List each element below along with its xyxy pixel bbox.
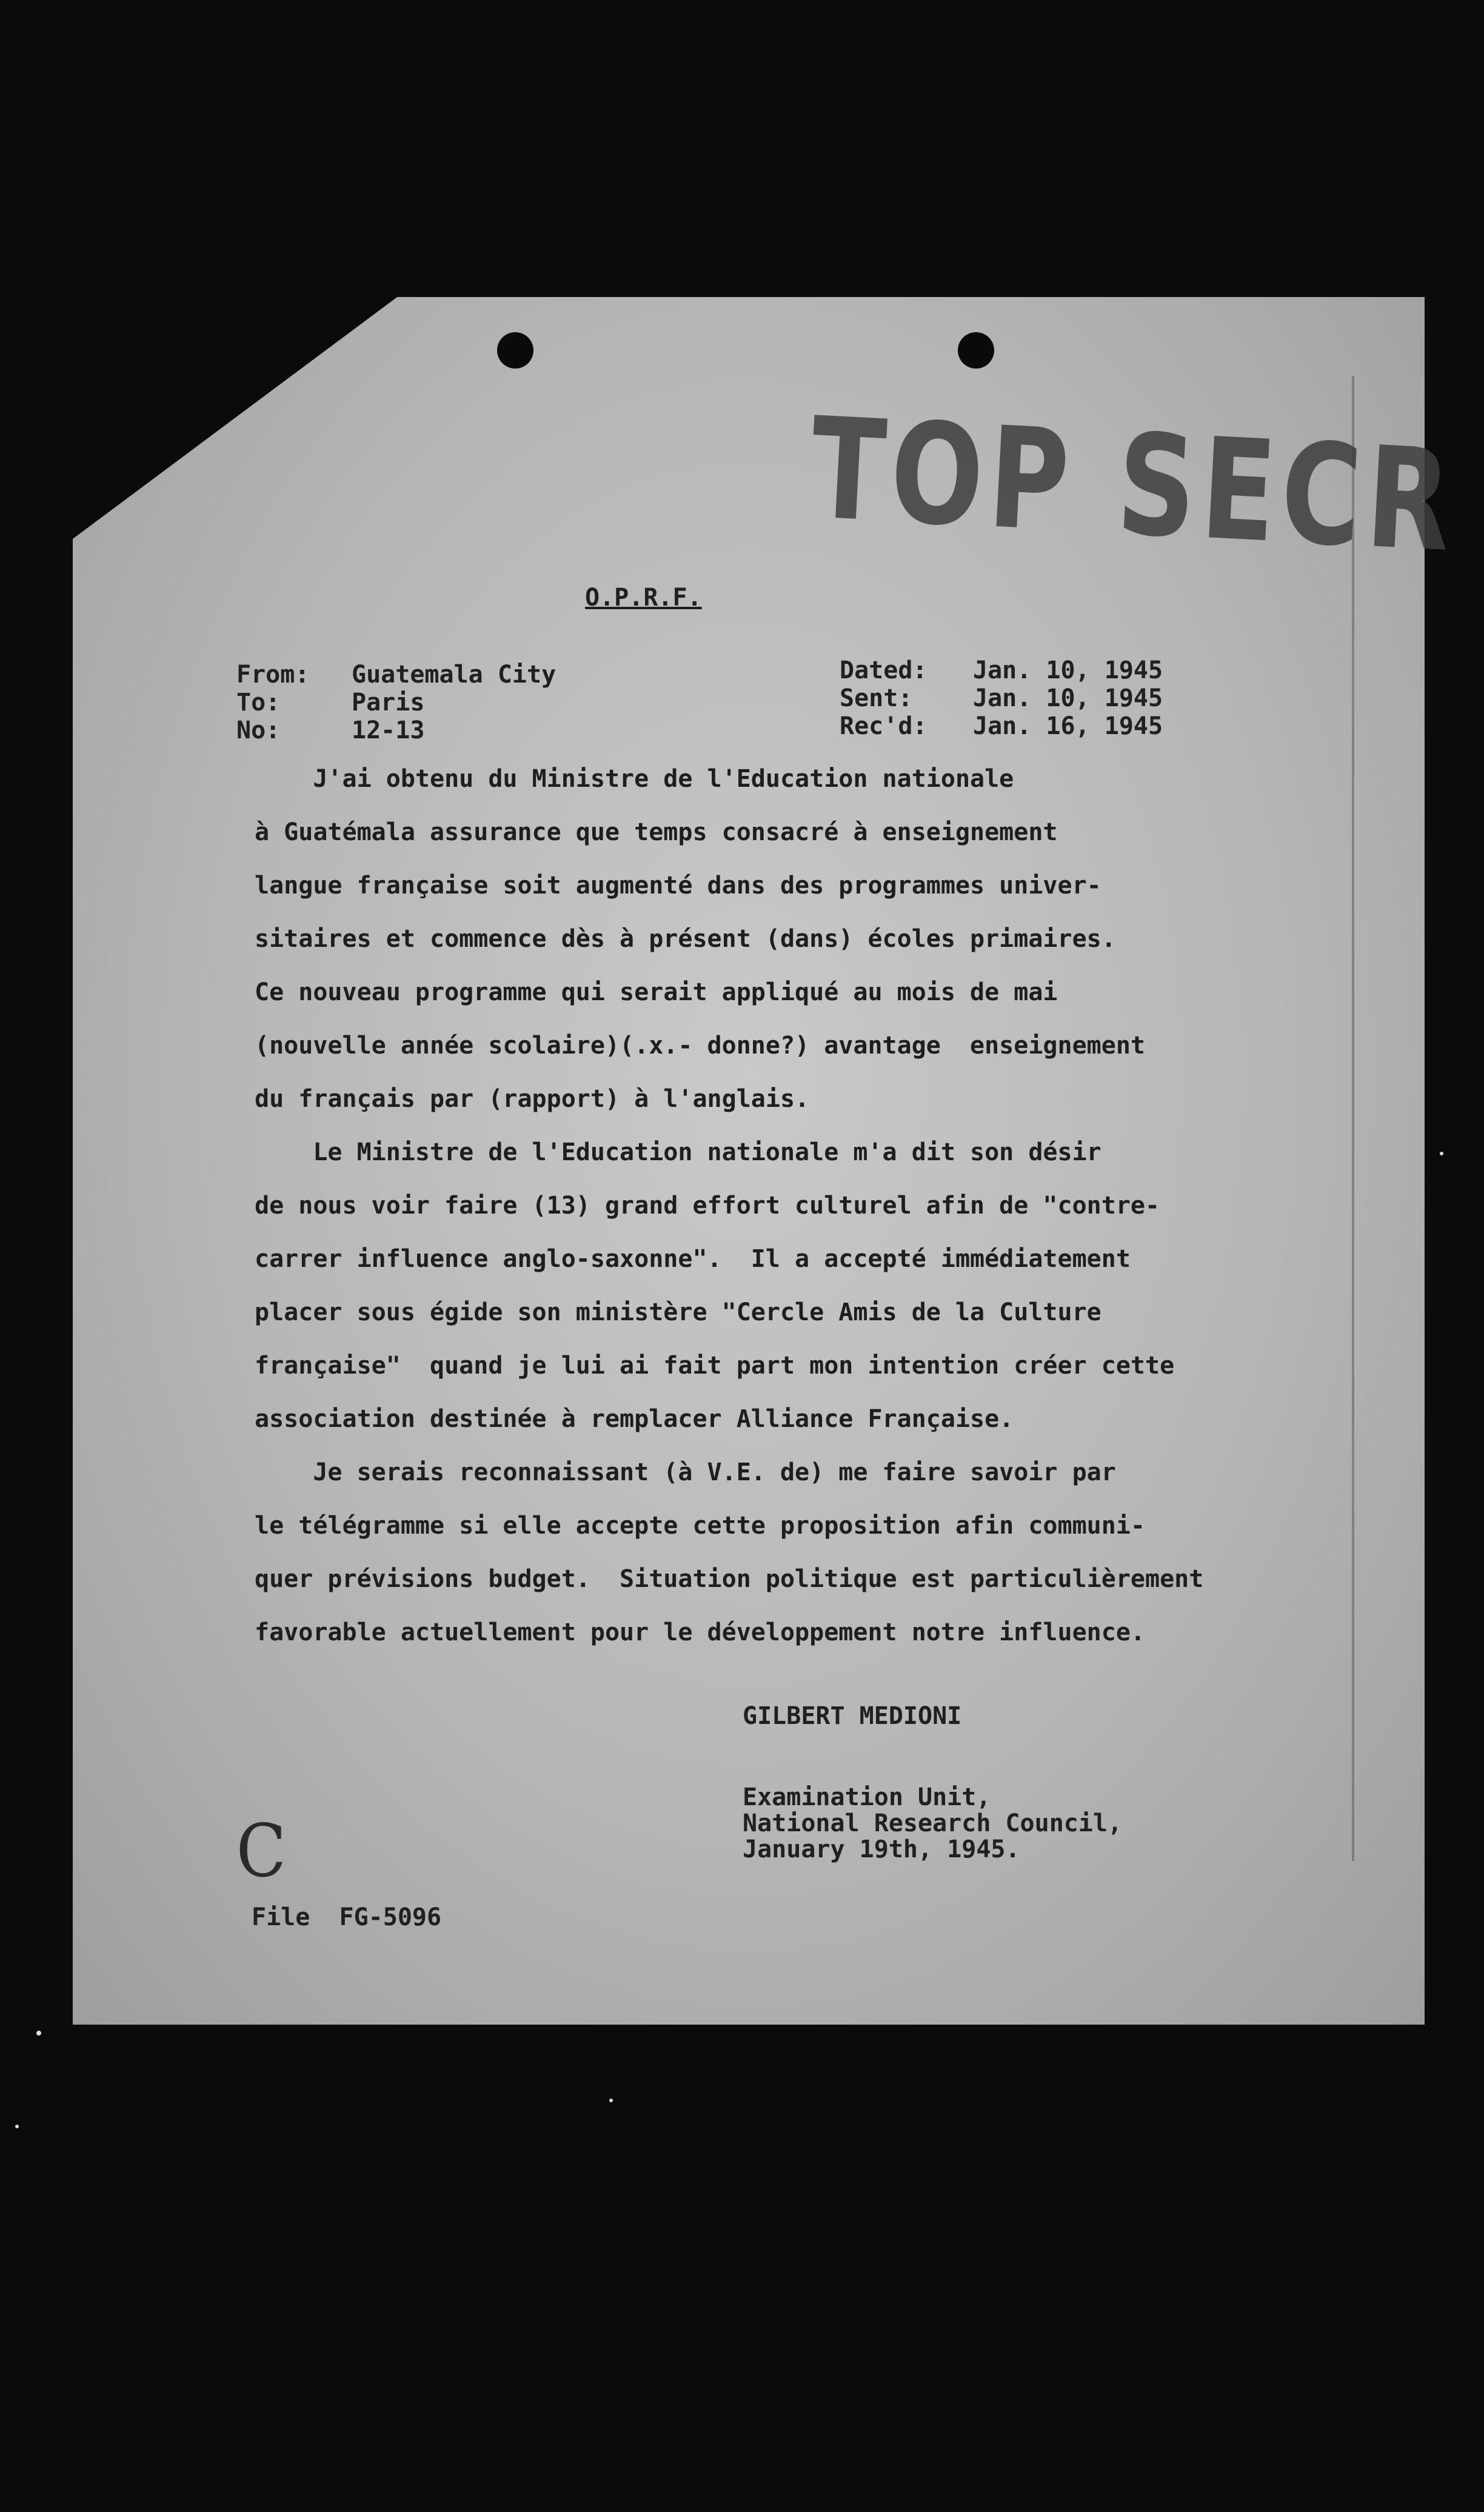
from-value: Guatemala City (352, 661, 556, 689)
body-line: le télégramme si elle accepte cette proposition afin communi- (255, 1512, 1146, 1540)
from-label: From: (236, 661, 310, 689)
page-edge-line (1352, 376, 1354, 1861)
body-line: langue française soit augmenté dans des programmes univer- (255, 872, 1101, 900)
footer-unit: Examination Unit, (743, 1783, 991, 1811)
file-reference: File FG-5096 (252, 1903, 442, 1931)
body-line: placer sous égide son ministère "Cercle Amis de la Culture (255, 1298, 1101, 1326)
body-line: française" quand je lui ai fait part mon intention créer cette (255, 1352, 1175, 1380)
body-line: sitaires et commence dès à présent (dans) écoles primaires. (255, 925, 1116, 953)
film-speck (1440, 1152, 1443, 1155)
body-line: favorable actuellement pour le développement notre influence. (255, 1618, 1146, 1646)
signature: GILBERT MEDIONI (743, 1702, 962, 1730)
body-line: de nous voir faire (13) grand effort culturel afin de "contre- (255, 1192, 1160, 1220)
to-value: Paris (352, 689, 425, 717)
punch-hole-right (958, 332, 994, 369)
document-code: O.P.R.F. (585, 584, 702, 612)
body-line: J'ai obtenu du Ministre de l'Education nationale (255, 765, 1014, 793)
to-label: To: (236, 689, 281, 717)
body-line: quer prévisions budget. Situation politique est particulièrement (255, 1565, 1204, 1593)
body-line: Ce nouveau programme qui serait appliqué au mois de mai (255, 978, 1058, 1006)
top-secret-stamp: TOP SECR (807, 388, 1460, 584)
film-speck (36, 2031, 41, 2036)
recd-label: Rec'd: (840, 712, 927, 740)
body-line: Je serais reconnaissant (à V.E. de) me faire savoir par (255, 1458, 1116, 1486)
body-line: (nouvelle année scolaire)(.x.- donne?) avantage enseignement (255, 1032, 1146, 1060)
dated-value: Jan. 10, 1945 (973, 656, 1163, 684)
no-value: 12-13 (352, 717, 425, 744)
dated-label: Dated: (840, 656, 927, 684)
sent-label: Sent: (840, 684, 913, 712)
footer-council: National Research Council, (743, 1809, 1123, 1837)
sent-value: Jan. 10, 1945 (973, 684, 1163, 712)
no-label: No: (236, 717, 281, 744)
film-speck (15, 2125, 19, 2128)
punch-hole-left (497, 332, 533, 369)
film-speck (609, 2099, 613, 2102)
handwritten-initial: C (236, 1809, 287, 1894)
body-line: du français par (rapport) à l'anglais. (255, 1085, 810, 1113)
footer-date: January 19th, 1945. (743, 1836, 1020, 1863)
body-line: association destinée à remplacer Alliance Française. (255, 1405, 1014, 1433)
body-line: Le Ministre de l'Education nationale m'a dit son désir (255, 1138, 1101, 1166)
body-line: à Guatémala assurance que temps consacré à enseignement (255, 818, 1058, 846)
recd-value: Jan. 16, 1945 (973, 712, 1163, 740)
body-line: carrer influence anglo-saxonne". Il a accepté immédiatement (255, 1245, 1131, 1273)
